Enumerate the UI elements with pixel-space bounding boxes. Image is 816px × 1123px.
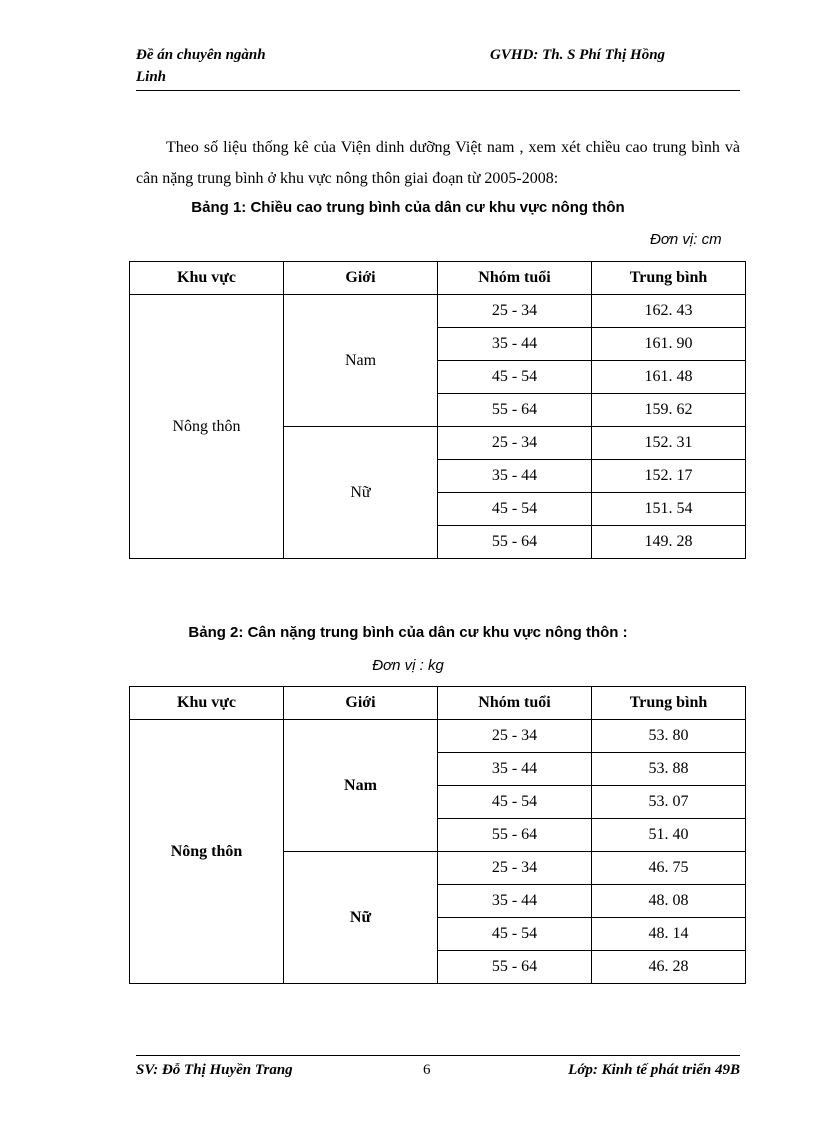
value-cell: 51. 40 — [592, 819, 746, 852]
value-cell: 161. 90 — [592, 328, 746, 361]
value-cell: 53. 80 — [592, 720, 746, 753]
value-cell: 48. 08 — [592, 885, 746, 918]
region-cell: Nông thôn — [130, 720, 284, 984]
age-cell: 25 - 34 — [438, 852, 592, 885]
age-cell: 25 - 34 — [438, 295, 592, 328]
header-cell-age-group: Nhóm tuổi — [438, 262, 592, 295]
value-cell: 152. 17 — [592, 460, 746, 493]
header-course-title: Đề án chuyên ngành — [136, 47, 266, 63]
value-cell: 46. 28 — [592, 951, 746, 984]
value-cell: 151. 54 — [592, 493, 746, 526]
age-cell: 55 - 64 — [438, 394, 592, 427]
age-cell: 55 - 64 — [438, 819, 592, 852]
age-cell: 25 - 34 — [438, 427, 592, 460]
age-cell: 35 - 44 — [438, 753, 592, 786]
age-cell: 45 - 54 — [438, 361, 592, 394]
header-cell-region: Khu vực — [130, 262, 284, 295]
table1-caption: Bảng 1: Chiều cao trung bình của dân cư khu vực nông thôn — [191, 199, 625, 216]
header-cell-average: Trung bình — [592, 262, 746, 295]
table-header-row — [130, 262, 746, 295]
region-cell: Nông thôn — [130, 295, 284, 559]
page-number: 6 — [423, 1062, 431, 1078]
header-cell-gender: Giới — [284, 687, 438, 720]
gender-cell: Nữ — [284, 427, 438, 559]
header-cell-age-group: Nhóm tuổi — [438, 687, 592, 720]
value-cell: 53. 07 — [592, 786, 746, 819]
age-cell: 35 - 44 — [438, 328, 592, 361]
table2-unit: Đơn vị : kg — [372, 657, 444, 674]
age-cell: 45 - 54 — [438, 786, 592, 819]
value-cell: 48. 14 — [592, 918, 746, 951]
table-row — [130, 720, 746, 753]
gender-cell: Nam — [284, 295, 438, 427]
gender-cell: Nam — [284, 720, 438, 852]
age-cell: 55 - 64 — [438, 951, 592, 984]
header-cell-gender: Giới — [284, 262, 438, 295]
header-cell-average: Trung bình — [592, 687, 746, 720]
footer-class: Lớp: Kinh tế phát triển 49B — [568, 1062, 740, 1078]
table-row — [130, 295, 746, 328]
value-cell: 152. 31 — [592, 427, 746, 460]
age-cell: 35 - 44 — [438, 885, 592, 918]
value-cell: 159. 62 — [592, 394, 746, 427]
age-cell: 35 - 44 — [438, 460, 592, 493]
height-table — [129, 261, 746, 559]
value-cell: 162. 43 — [592, 295, 746, 328]
value-cell: 53. 88 — [592, 753, 746, 786]
page-header — [136, 44, 740, 91]
header-supervisor: GVHD: Th. S Phí Thị Hồng — [490, 47, 666, 63]
header-course-title-cont: Linh — [136, 69, 167, 85]
age-cell: 45 - 54 — [438, 918, 592, 951]
footer-student: SV: Đỗ Thị Huyền Trang — [136, 1062, 293, 1078]
header-cell-region: Khu vực — [130, 687, 284, 720]
intro-paragraph: Theo số liệu thống kê của Viện dinh dưỡng Việt nam , xem xét chiều cao trung bình và cân nặng trung bình ở khu vực nông thôn giai đoạn từ 2005-2008: — [136, 139, 740, 187]
value-cell: 149. 28 — [592, 526, 746, 559]
table-header-row — [130, 687, 746, 720]
table1-unit: Đơn vị: cm — [650, 231, 722, 248]
header-left — [136, 44, 266, 88]
value-cell: 161. 48 — [592, 361, 746, 394]
value-cell: 46. 75 — [592, 852, 746, 885]
age-cell: 55 - 64 — [438, 526, 592, 559]
weight-table — [129, 686, 746, 984]
table2-caption: Bảng 2: Cân nặng trung bình của dân cư khu vực nông thôn : — [188, 624, 628, 641]
age-cell: 25 - 34 — [438, 720, 592, 753]
gender-cell: Nữ — [284, 852, 438, 984]
age-cell: 45 - 54 — [438, 493, 592, 526]
page-footer — [136, 1055, 740, 1086]
